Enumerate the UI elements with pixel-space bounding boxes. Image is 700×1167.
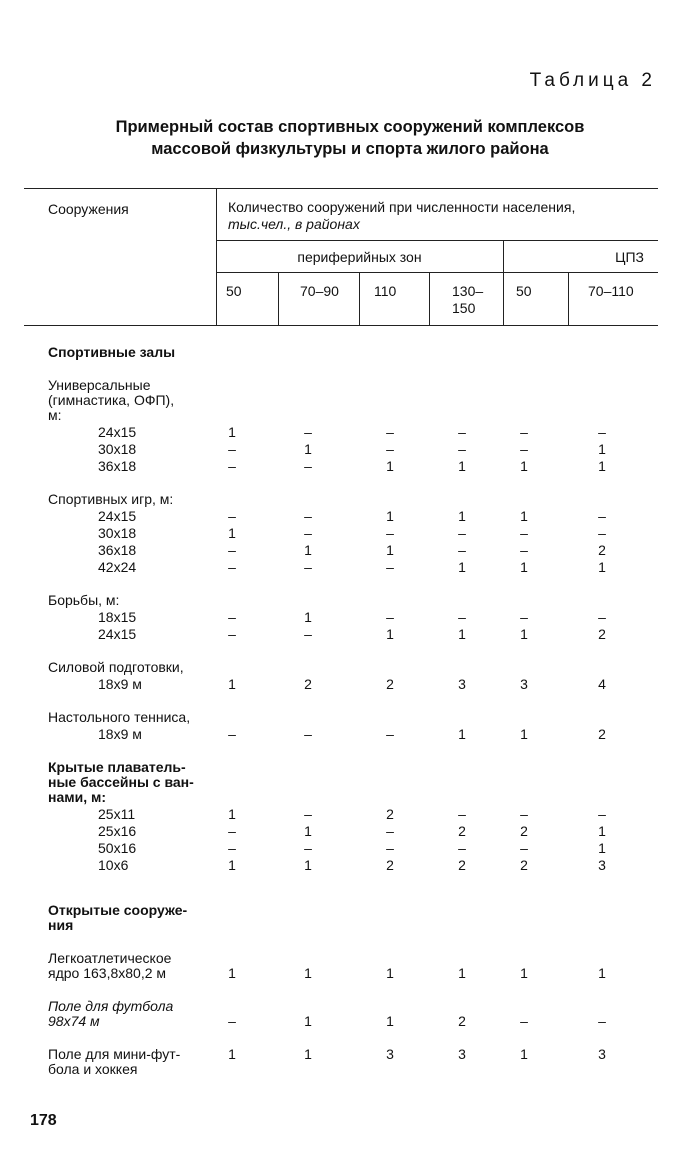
row-value: – <box>304 508 312 524</box>
row-values <box>224 593 668 608</box>
row-value: – <box>228 823 236 839</box>
row-label: Легкоатлетическое ядро 163,8х80,2 м <box>48 950 172 981</box>
row-value: – <box>386 525 394 541</box>
row-label: 36х18 <box>98 458 137 474</box>
row-value: 1 <box>458 559 466 575</box>
row-value: 1 <box>386 1013 394 1029</box>
row-value: – <box>458 424 466 440</box>
row-value: – <box>386 823 394 839</box>
row-value: 1 <box>228 525 236 541</box>
row-value: – <box>520 1013 528 1029</box>
row-values <box>224 858 668 873</box>
row-values <box>224 677 668 692</box>
row-value: 2 <box>598 542 606 558</box>
row-value: – <box>304 626 312 642</box>
table-caption: Примерный состав спортивных сооружений комплексов массовой физкультуры и спорта жилого района <box>115 118 585 158</box>
row-value: 1 <box>386 542 394 558</box>
header-divider-sub-3 <box>429 272 430 325</box>
row-values <box>224 543 668 558</box>
row-values <box>224 425 668 440</box>
row-value: 4 <box>598 676 606 692</box>
row-value: – <box>304 458 312 474</box>
header-top-rule <box>24 188 658 189</box>
row-value: 1 <box>598 965 606 981</box>
row-value: – <box>304 525 312 541</box>
table-row <box>48 425 668 440</box>
row-value: 1 <box>598 458 606 474</box>
row-label: 18х15 <box>98 609 137 625</box>
header-facilities: Сооружения <box>48 201 129 217</box>
row-value: – <box>598 508 606 524</box>
row-value: 1 <box>520 1046 528 1062</box>
row-value: – <box>598 806 606 822</box>
row-value: – <box>228 441 236 457</box>
row-value: 1 <box>228 424 236 440</box>
row-value: – <box>520 609 528 625</box>
row-value: 3 <box>386 1046 394 1062</box>
row-label: 24х15 <box>98 626 137 642</box>
row-value: 1 <box>228 676 236 692</box>
row-value: 1 <box>228 965 236 981</box>
row-label: Настольного тенниса, <box>48 709 191 725</box>
row-value: 1 <box>598 823 606 839</box>
row-value: – <box>228 609 236 625</box>
row-label: Поле для мини-фут- бола и хоккея <box>48 1046 181 1077</box>
table-row <box>48 660 668 675</box>
row-value: 1 <box>520 626 528 642</box>
header-sub-rule <box>216 272 658 273</box>
row-values <box>224 1014 668 1029</box>
row-value: 1 <box>520 458 528 474</box>
page-number: 178 <box>30 1112 57 1129</box>
table-row <box>48 710 668 725</box>
row-value: 1 <box>386 508 394 524</box>
row-value: 1 <box>304 965 312 981</box>
row-value: – <box>386 424 394 440</box>
row-value: – <box>304 726 312 742</box>
table-row <box>48 951 668 981</box>
row-value: 1 <box>598 559 606 575</box>
header-sub-50-cpz: 50 <box>516 283 532 299</box>
header-sub-70-90: 70–90 <box>300 283 339 299</box>
table-row <box>48 560 668 575</box>
row-value: – <box>520 441 528 457</box>
table-row <box>48 526 668 541</box>
row-value: 1 <box>598 840 606 856</box>
row-value: 1 <box>520 965 528 981</box>
row-value: 1 <box>304 1046 312 1062</box>
row-value: – <box>228 559 236 575</box>
row-value: 1 <box>304 857 312 873</box>
row-label: 18х9 м <box>98 726 142 742</box>
row-values <box>224 408 668 423</box>
row-values <box>224 560 668 575</box>
row-value: 1 <box>458 965 466 981</box>
row-value: – <box>386 559 394 575</box>
row-values <box>224 841 668 856</box>
row-label: Открытые сооруже- ния <box>48 902 188 933</box>
row-value: 1 <box>520 559 528 575</box>
row-value: – <box>228 542 236 558</box>
row-value: 1 <box>304 1013 312 1029</box>
row-label: Спортивные залы <box>48 344 176 360</box>
row-label: Силовой подготовки, <box>48 659 184 675</box>
row-value: – <box>458 840 466 856</box>
table-row <box>48 593 668 608</box>
row-value: – <box>458 441 466 457</box>
header-sub-50: 50 <box>226 283 242 299</box>
row-value: 3 <box>458 1046 466 1062</box>
row-value: 1 <box>458 726 466 742</box>
row-value: 3 <box>458 676 466 692</box>
header-divider-sub-5 <box>568 272 569 325</box>
row-value: – <box>458 525 466 541</box>
table-row <box>48 492 668 507</box>
table-row <box>48 760 668 805</box>
row-label: 25х11 <box>98 806 136 822</box>
row-label: 36х18 <box>98 542 137 558</box>
header-sub-110: 110 <box>374 283 397 299</box>
row-value: – <box>304 840 312 856</box>
row-values <box>224 660 668 675</box>
table-row <box>48 509 668 524</box>
row-value: 1 <box>458 508 466 524</box>
row-value: – <box>386 441 394 457</box>
row-value: 1 <box>386 965 394 981</box>
row-label: 18х9 м <box>98 676 142 692</box>
row-value: 1 <box>228 1046 236 1062</box>
table-row <box>48 999 668 1029</box>
row-value: – <box>520 806 528 822</box>
table-row <box>48 610 668 625</box>
row-label: 50х16 <box>98 840 137 856</box>
row-values <box>224 710 668 725</box>
row-value: – <box>386 609 394 625</box>
header-bottom-rule <box>24 325 658 326</box>
row-value: – <box>598 1013 606 1029</box>
row-label: 30х18 <box>98 441 137 457</box>
row-label: 24х15 <box>98 424 137 440</box>
row-values <box>224 526 668 541</box>
row-value: – <box>520 840 528 856</box>
row-value: – <box>228 840 236 856</box>
row-value: 2 <box>386 857 394 873</box>
table-row <box>48 858 668 873</box>
row-values <box>224 627 668 642</box>
row-value: – <box>598 525 606 541</box>
row-value: – <box>598 609 606 625</box>
row-value: – <box>598 424 606 440</box>
table-row <box>48 378 668 423</box>
row-values <box>224 492 668 507</box>
row-value: 1 <box>386 458 394 474</box>
row-value: – <box>228 1013 236 1029</box>
row-value: – <box>228 458 236 474</box>
header-quantity: Количество сооружений при численности населения, <box>228 199 576 215</box>
row-value: 1 <box>304 609 312 625</box>
row-value: 1 <box>520 508 528 524</box>
table-row <box>48 1047 668 1077</box>
table-row <box>48 824 668 839</box>
row-value: 2 <box>458 857 466 873</box>
row-label: 24х15 <box>98 508 137 524</box>
row-label: Поле для футбола 98х74 м <box>48 998 174 1029</box>
row-value: 1 <box>520 726 528 742</box>
row-value: – <box>458 806 466 822</box>
row-value: 2 <box>520 823 528 839</box>
table-row <box>48 841 668 856</box>
row-values <box>224 790 668 805</box>
row-value: 1 <box>598 441 606 457</box>
row-label: 25х16 <box>98 823 137 839</box>
table-row <box>48 903 668 933</box>
row-value: 1 <box>458 626 466 642</box>
table-row <box>48 345 668 360</box>
row-value: 1 <box>304 823 312 839</box>
row-value: 2 <box>386 806 394 822</box>
row-value: 2 <box>386 676 394 692</box>
row-label: 42х24 <box>98 559 137 575</box>
row-values <box>224 610 668 625</box>
row-value: – <box>458 542 466 558</box>
row-value: 1 <box>304 542 312 558</box>
row-value: 2 <box>598 726 606 742</box>
row-value: 1 <box>304 441 312 457</box>
table-row <box>48 627 668 642</box>
row-value: 2 <box>598 626 606 642</box>
row-label: Спортивных игр, м: <box>48 491 174 507</box>
row-value: – <box>228 508 236 524</box>
table-row <box>48 677 668 692</box>
row-value: 3 <box>598 857 606 873</box>
row-value: – <box>304 424 312 440</box>
row-value: – <box>520 542 528 558</box>
row-values <box>224 727 668 742</box>
row-value: – <box>304 806 312 822</box>
table-row <box>48 807 668 822</box>
row-values <box>224 1047 668 1062</box>
row-values <box>224 918 668 933</box>
row-label: 10х6 <box>98 857 129 873</box>
header-quantity-unit: тыс.чел., в районах <box>228 216 360 232</box>
row-value: – <box>304 559 312 575</box>
row-value: – <box>228 626 236 642</box>
header-sub-130-150: 130– 150 <box>452 283 484 316</box>
table-row <box>48 459 668 474</box>
table-body <box>48 345 668 1077</box>
table-row <box>48 543 668 558</box>
row-value: 1 <box>386 626 394 642</box>
row-values <box>224 824 668 839</box>
table-label: Таблица 2 <box>529 70 656 91</box>
row-value: 3 <box>598 1046 606 1062</box>
row-value: 2 <box>458 823 466 839</box>
row-values <box>224 459 668 474</box>
row-value: – <box>386 726 394 742</box>
table-row <box>48 442 668 457</box>
row-label: Борьбы, м: <box>48 592 120 608</box>
row-values <box>224 509 668 524</box>
row-value: – <box>520 424 528 440</box>
header-group-cpz: ЦПЗ <box>615 249 644 265</box>
row-value: 1 <box>228 857 236 873</box>
row-value: – <box>458 609 466 625</box>
row-value: 3 <box>520 676 528 692</box>
table-row <box>48 727 668 742</box>
row-label: 30х18 <box>98 525 137 541</box>
row-value: 1 <box>458 458 466 474</box>
header-divider-sub-1 <box>278 272 279 325</box>
row-value: 2 <box>520 857 528 873</box>
row-values <box>224 345 668 360</box>
header-group-peripheral: периферийных зон <box>297 249 422 265</box>
row-values <box>224 442 668 457</box>
row-values <box>224 807 668 822</box>
row-value: – <box>386 840 394 856</box>
row-value: – <box>520 525 528 541</box>
row-values <box>224 966 668 981</box>
row-value: 2 <box>458 1013 466 1029</box>
row-value: 1 <box>228 806 236 822</box>
row-label: Универсальные (гимнастика, ОФП), м: <box>48 377 175 423</box>
header-group-rule <box>216 240 658 241</box>
header-sub-70-110: 70–110 <box>588 283 634 299</box>
header-divider-sub-2 <box>359 272 360 325</box>
row-value: 2 <box>304 676 312 692</box>
row-value: – <box>228 726 236 742</box>
row-label: Крытые плаватель- ные бассейны с ван- нами, м: <box>48 759 194 805</box>
